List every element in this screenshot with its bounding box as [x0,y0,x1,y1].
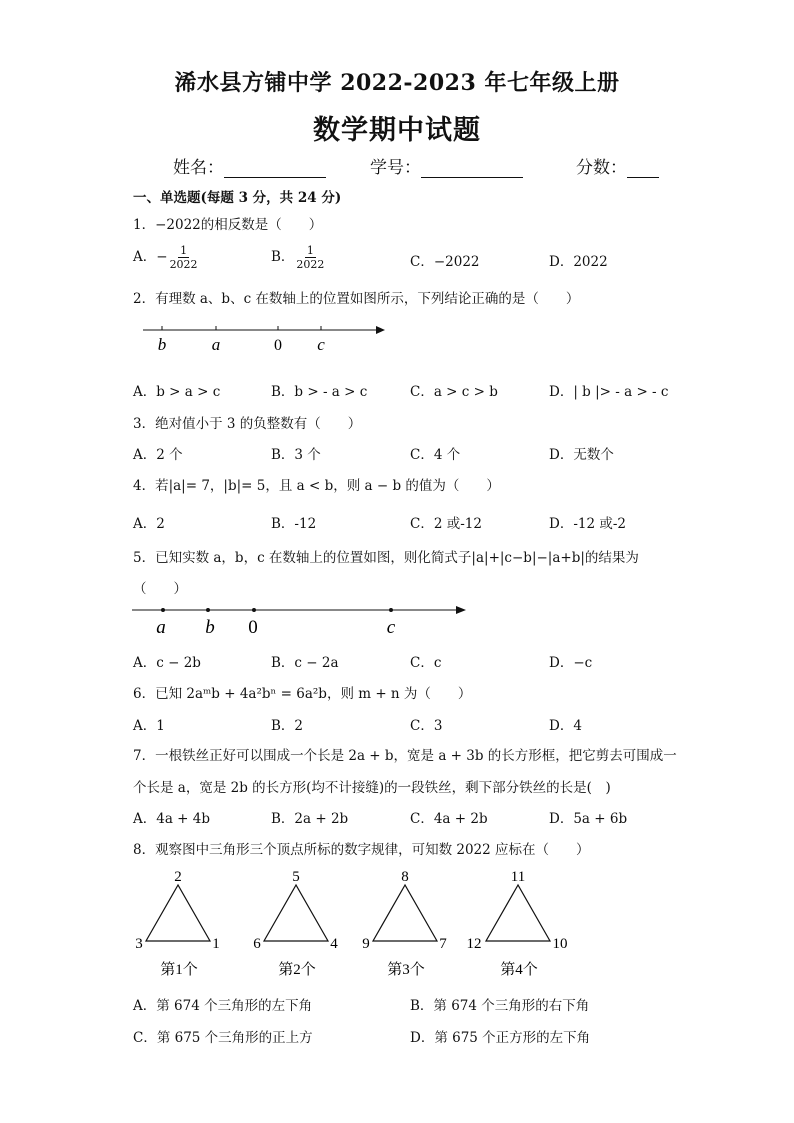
q5-option-b[interactable]: B．c − 2a [271,655,339,671]
q5-stem: 5．已知实数 a，b，c 在数轴上的位置如图，则化简式子|a|+|c−b|−|a+b|的结果为 [133,550,639,566]
q1-option-c[interactable]: C．−2022 [410,254,480,270]
q2-label-0: 0 [274,337,282,354]
q2-option-a[interactable]: A．b > a > c [133,384,221,400]
q7-option-a[interactable]: A．4a + 4b [133,811,211,827]
q4-option-a[interactable]: A．2 [133,516,165,532]
score-label: 分数： [576,158,627,178]
q5-point-a [161,608,165,612]
triangle-3-caption: 第3个 [387,962,425,978]
triangle-4-right: 10 [552,936,568,952]
triangle-1-top: 2 [174,869,182,885]
q1-a-denominator: 2022 [169,258,198,271]
triangle-1-caption: 第1个 [160,962,198,978]
q8-stem: 8．观察图中三角形三个顶点所标的数字规律，可知数 2022 应标在（ ） [133,842,590,858]
triangle-2-caption: 第2个 [278,962,316,978]
q1-b-label: B． [271,249,295,265]
q1-a-sign: − [156,249,168,265]
q2-option-b[interactable]: B．b > - a > c [271,384,368,400]
q6-option-a[interactable]: A．1 [133,718,165,734]
q7-stem-line2: 个长是 a，宽是 2b 的长方形(均不计接缝)的一段铁丝，剩下部分铁丝的长是( ) [133,780,611,796]
q1-option-a[interactable] [133,244,200,271]
id-field [370,153,523,178]
q1-stem: 1．−2022的相反数是（ ） [133,217,323,233]
triangle-2-right: 4 [330,936,338,952]
score-field [576,153,659,178]
triangle-4-top: 11 [510,869,526,885]
q5-point-0 [252,608,256,612]
q2-option-d[interactable]: D．| b |> - a > - c [549,384,669,400]
q2-axis-arrow [376,326,385,334]
q1-b-numerator: 1 [306,244,314,257]
q6-option-d[interactable]: D．4 [549,718,582,734]
q5-option-a[interactable]: A．c − 2b [133,655,201,671]
q1-a-label: A． [133,249,157,265]
triangle-1 [135,869,220,978]
score-blank[interactable] [627,159,659,178]
q5-point-b [206,608,210,612]
exam-title: 浠水县方铺中学 2022-2023 年七年级上册 [174,70,620,96]
triangle-2 [253,869,338,978]
q2-label-b: b [157,335,167,354]
q2-option-c[interactable]: C．a > c > b [410,384,498,400]
q7-option-b[interactable]: B．2a + 2b [271,811,349,827]
name-label: 姓名： [173,158,224,178]
triangle-1-shape [146,885,210,941]
q5-number-line [130,598,475,640]
q3-stem: 3．绝对值小于 3 的负整数有（ ） [133,416,362,432]
name-field [173,153,326,178]
id-label: 学号： [370,158,421,178]
triangle-2-top: 5 [292,869,300,885]
q7-stem-line1: 7．一根铁丝正好可以围成一个长是 2a + b，宽是 a + 3b 的长方形框，把它剪去可围成一 [133,748,677,764]
triangle-4-left: 12 [466,936,482,952]
q5-option-c[interactable]: C．c [410,655,442,671]
q3-option-c[interactable]: C．4 个 [410,447,461,463]
q1-option-d[interactable]: D．2022 [549,254,608,270]
q5-label-a: a [156,617,166,638]
q1-a-numerator: 1 [180,244,188,257]
q8-option-d[interactable]: D．第 675 个正方形的左下角 [410,1030,591,1046]
triangle-1-left: 3 [135,936,143,952]
q2-stem: 2．有理数 a、b、c 在数轴上的位置如图所示，下列结论正确的是（ ） [133,291,580,307]
name-blank[interactable] [224,159,326,178]
q1-a-fraction [168,244,200,271]
q2-label-c: c [317,335,325,354]
id-blank[interactable] [421,159,523,178]
q1-b-fraction [294,244,326,271]
q6-option-b[interactable]: B．2 [271,718,304,734]
triangle-3-shape [373,885,437,941]
q5-axis-arrow [456,606,466,614]
q8-option-a[interactable]: A．第 674 个三角形的左下角 [133,998,313,1014]
triangle-4-caption: 第4个 [500,962,538,978]
triangle-3 [362,869,447,978]
q5-label-0: 0 [248,617,258,638]
q2-label-a: a [211,335,221,354]
exam-subtitle: 数学期中试题 [313,115,481,146]
q4-option-b[interactable]: B．-12 [271,516,317,532]
section-title: 一、单选题(每题 3 分，共 24 分) [133,190,342,206]
q3-option-a[interactable]: A．2 个 [133,447,183,463]
q1-option-b[interactable] [271,244,326,271]
q5-point-c [389,608,393,612]
q6-stem: 6．已知 2aᵐb + 4a²bⁿ = 6a²b，则 m + n 为（ ） [133,686,472,702]
q8-option-b[interactable]: B．第 674 个三角形的右下角 [410,998,590,1014]
q3-option-b[interactable]: B．3 个 [271,447,321,463]
q2-number-line [140,318,390,358]
triangle-1-right: 1 [212,936,220,952]
q5-option-d[interactable]: D．−c [549,655,593,671]
triangle-2-left: 6 [253,936,261,952]
q7-option-c[interactable]: C．4a + 2b [410,811,488,827]
q1-b-denominator: 2022 [296,258,325,271]
triangle-3-left: 9 [362,936,370,952]
q6-option-c[interactable]: C．3 [410,718,443,734]
triangle-4 [467,869,568,978]
q4-option-c[interactable]: C．2 或-12 [410,516,482,532]
q8-triangles-figure [128,866,588,982]
triangle-3-right: 7 [439,936,447,952]
triangle-4-shape [486,885,550,941]
q5-stem-2: （ ） [133,581,187,597]
q3-option-d[interactable]: D．无数个 [549,447,614,463]
q7-option-d[interactable]: D．5a + 6b [549,811,628,827]
q4-option-d[interactable]: D．-12 或-2 [549,516,627,532]
q4-stem: 4．若|a|= 7，|b|= 5，且 a < b，则 a − b 的值为（ ） [133,478,500,494]
triangle-3-top: 8 [401,869,409,885]
q8-option-c[interactable]: C．第 675 个三角形的正上方 [133,1030,313,1046]
q5-label-b: b [205,617,215,638]
q5-label-c: c [386,617,396,638]
triangle-2-shape [264,885,328,941]
